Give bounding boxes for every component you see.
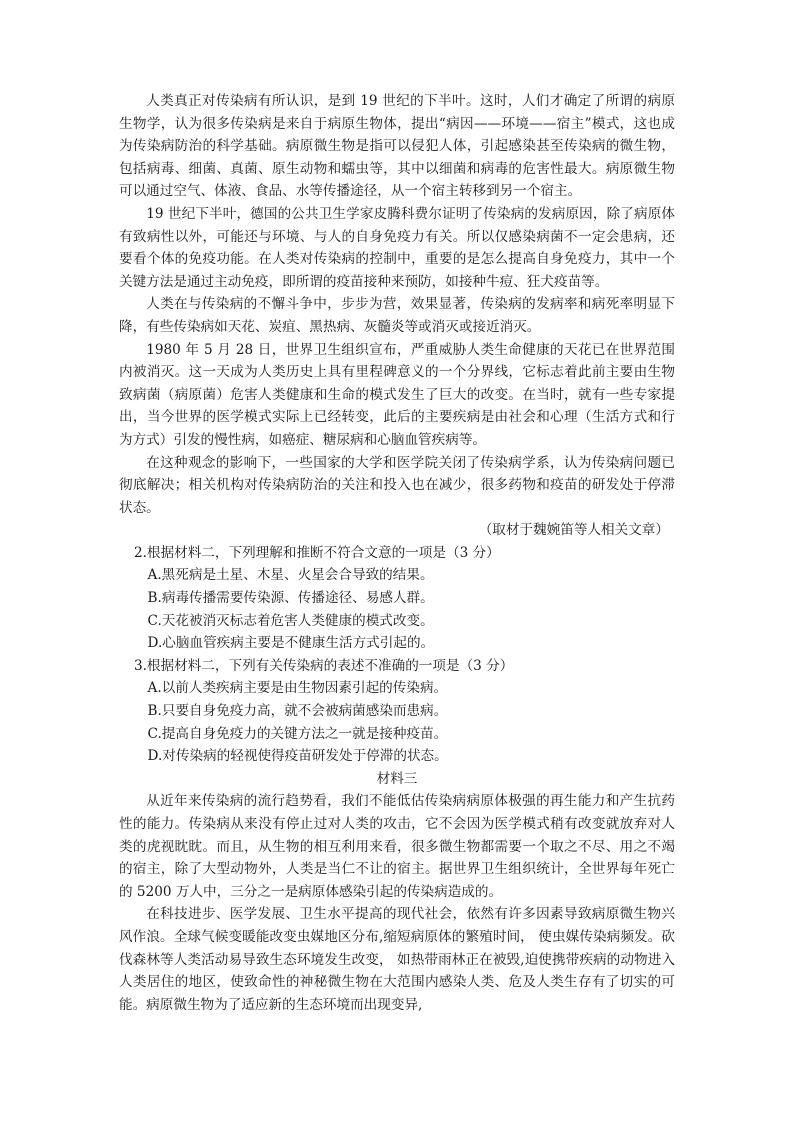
paragraph: 19 世纪下半叶，德国的公共卫生学家皮腾科费尔证明了传染病的发病原因，除了病原体有致病性以外，可能还与环境、与人的自身免疫力有关。所以仅感染病菌不一定会患病，还要看个体的免疫功能。在人类对传染病的控制中，重要的是怎么提高自身免疫力，其中一个关键方法是通过主动免疫，即所谓的疫苗接种来预防，如接种牛痘、狂犬疫苗等。 xyxy=(119,205,675,290)
option-b: B.只要自身免疫力高，就不会被病菌感染而患病。 xyxy=(147,703,448,720)
option-a: A.以前人类疾病主要是由生物因素引起的传染病。 xyxy=(147,680,448,697)
question-stem: 3.根据材料二，下列有关传染病的表述不准确的一项是（3 分） xyxy=(133,657,514,674)
paragraph: 人类在与传染病的不懈斗争中，步步为营，效果显著，传染病的发病率和病死率明显下降，有些传染病如天花、炭疽、黑热病、灰髓炎等或消灭或接近消灭。 xyxy=(119,296,675,335)
document-page xyxy=(119,90,675,1016)
question-stem: 2.根据材料二，下列理解和推断不符合文意的一项是（3 分） xyxy=(133,544,500,561)
question-2 xyxy=(119,542,675,655)
paragraph: 在科技进步、医学发展、卫生水平提高的现代社会，依然有许多因素导致病原微生物兴风作浪。全球气候变暖能改变虫媒地区分布,缩短病原体的繁殖时间， 使虫媒传染病频发。砍伐森林等人类活动易导致生态环境发生改变， 如热带雨林正在被毁,迫使携带疾病的动物进入人类居住的地区，使致命性的神秘微生物在大范围内感染人类、危及人类生存有了切实的可能。病原微生物为了适应新的生态环境而出现变异, xyxy=(119,906,675,1013)
paragraph: 人类真正对传染病有所认识，是到 19 世纪的下半叶。这时，人们才确定了所谓的病原生物学，认为很多传染病是来自于病原生物体，提出“病因——环境——宿主”模式，这也成为传染病防治的科学基础。病原微生物是指可以侵犯人体，引起感染甚至传染病的微生物，包括病毒、细菌、真菌、原生动物和蠕虫等，其中以细菌和病毒的危害性最大。病原微生物可以通过空气、体液、食品、水等传播途径，从一个宿主转移到另一个宿主。 xyxy=(119,93,675,200)
source-citation: （取材于魏婉笛等人相关文章） xyxy=(478,522,669,539)
question-3 xyxy=(119,655,675,768)
option-c: C.提高自身免疫力的关键方法之一就是接种疫苗。 xyxy=(147,725,448,742)
option-a: A.黑死病是土星、木星、火星会合导致的结果。 xyxy=(147,567,434,584)
option-c: C.天花被消灭标志着危害人类健康的模式改变。 xyxy=(147,612,434,629)
paragraph: 从近年来传染病的流行趋势看，我们不能低估传染病病原体极强的再生能力和产生抗药性的能力。传染病从来没有停止过对人类的攻击，它不会因为医学模式稍有改变就放弃对人类的虎视眈眈。而且，从生物的相互利用来看，很多微生物都需要一个取之不尽、用之不竭的宿主，除了大型动物外，人类是当仁不让的宿主。据世界卫生组织统计，全世界每年死亡的 5200 万人中，三分之一是病原体感染引起的传染病造成的。 xyxy=(119,793,675,900)
option-d: D.心脑血管疾病主要是不健康生活方式引起的。 xyxy=(147,635,435,652)
paragraph: 在这种观念的影响下，一些国家的大学和医学院关闭了传染病学系，认为传染病问题已彻底解决；相关机构对传染病防治的关注和投入也在减少，很多药物和疫苗的研发处于停滞状态。 xyxy=(119,454,675,516)
paragraph: 1980 年 5 月 28 日，世界卫生组织宣布，严重威胁人类生命健康的天花已在世界范围内被消灭。这一天成为人类历史上具有里程碑意义的一个分界线，它标志着此前主要由生物致病菌（病原菌）危害人类健康和生命的模式发生了巨大的改变。在当时，就有一些专家提出，当今世界的医学模式实际上已经转变，此后的主要疾病是由社会和心理（生活方式和行为方式）引发的慢性病，如癌症、糖尿病和心脑血管疾病等。 xyxy=(119,341,675,448)
option-b: B.病毒传播需要传染源、传播途径、易感人群。 xyxy=(147,590,434,607)
option-d: D.对传染病的轻视使得疫苗研发处于停滞的状态。 xyxy=(147,748,448,765)
section-title: 材料三 xyxy=(376,770,418,787)
